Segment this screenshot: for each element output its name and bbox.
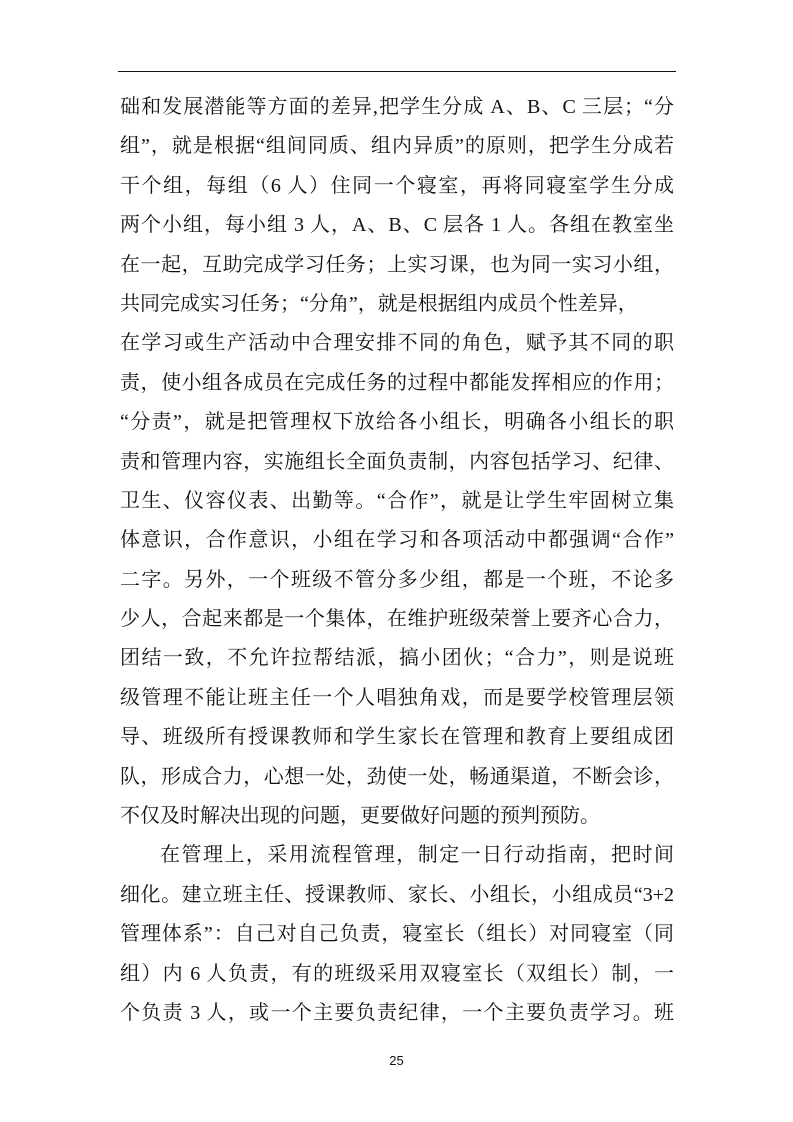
text-line: 队，形成合力，心想一处，劲使一处，畅通渠道，不断会诊， [120, 765, 674, 788]
text-line: 个负责 3 人，或一个主要负责纪律，一个主要负责学习。班 [120, 1001, 674, 1024]
text-line: 不仅及时解决出现的问题，更要做好问题的预判预防。 [120, 805, 600, 828]
text-line: 责和管理内容，实施组长全面负责制，内容包括学习、纪律、 [120, 450, 674, 473]
text-line: 卫生、仪容仪表、出勤等。“合作”，就是让学生牢固树立集 [120, 489, 674, 512]
text-line: 组”，就是根据“组间同质、组内异质”的原则，把学生分成若 [120, 135, 674, 158]
paragraph [120, 836, 674, 1033]
text-line: 少人，合起来都是一个集体，在维护班级荣誉上要齐心合力， [120, 608, 674, 631]
header-rule [118, 71, 676, 72]
text-line: “分责”，就是把管理权下放给各小组长，明确各小组长的职 [120, 411, 674, 434]
text-line: 础和发展潜能等方面的差异,把学生分成 A、B、C 三层；“分 [120, 96, 674, 118]
text-line: 责，使小组各成员在完成任务的过程中都能发挥相应的作用； [120, 371, 674, 394]
text-line: 干个组，每组（6 人）住同一个寝室，再将同寝室学生分成 [120, 174, 674, 197]
page-number: 25 [389, 1053, 404, 1068]
text-line: 体意识，合作意识，小组在学习和各项活动中都强调“合作” [120, 529, 674, 552]
text-line: 细化。建立班主任、授课教师、家长、小组长，小组成员“3+2 [120, 883, 674, 906]
text-line: 二字。另外，一个班级不管分多少组，都是一个班，不论多 [120, 568, 674, 591]
text-line: 导、班级所有授课教师和学生家长在管理和教育上要组成团 [120, 726, 674, 749]
text-line: 团结一致，不允许拉帮结派，搞小团伙；“合力”，则是说班 [120, 647, 674, 670]
text-line: 组）内 6 人负责，有的班级采用双寝室长（双组长）制，一 [120, 962, 674, 985]
text-line: 在学习或生产活动中合理安排不同的角色，赋予其不同的职 [120, 332, 674, 355]
text-line: 在一起，互助完成学习任务；上实习课，也为同一实习小组， [120, 253, 674, 276]
text-line: 管理体系”：自己对自己负责，寝室长（组长）对同寝室（同 [120, 923, 674, 946]
text-line: 在管理上，采用流程管理，制定一日行动指南，把时间 [160, 844, 674, 867]
text-line: 共同完成实习任务；“分角”，就是根据组内成员个性差异， [120, 292, 638, 315]
text-line: 级管理不能让班主任一个人唱独角戏，而是要学校管理层领 [120, 686, 674, 709]
text-line: 两个小组，每小组 3 人，A、B、C 层各 1 人。各组在教室坐 [120, 214, 674, 237]
document-body [120, 88, 674, 1033]
paragraph [120, 88, 674, 836]
